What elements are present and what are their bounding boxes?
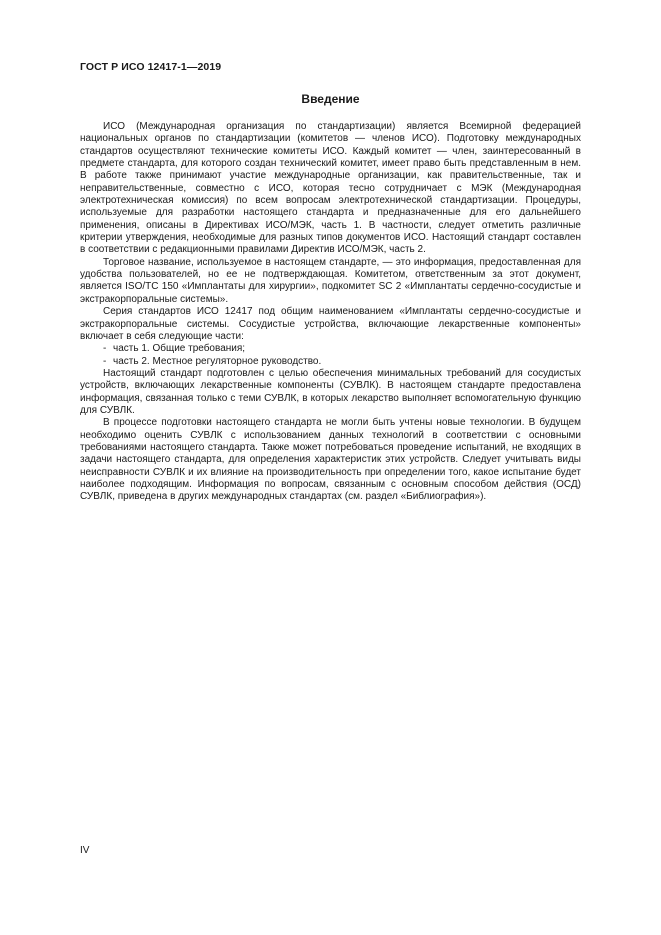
paragraph: ИСО (Международная организация по стандартизации) является Всемирной федерацией национальных органов по стандартизации (комитетов — членов ИСО). Подготовку международных стандартов осуществляют технические комитеты ИСО. Каждый комитет — член, заинтересованный в предмете стандарта, для которого создан технический комитет, имеет право быть представленным в нем. В работе также принимают участие международные организации, как правительственные, так и неправительственные, совместно с ИСО, которая тесно сотрудничает с МЭК (Международная электротехническая комиссия) по всем вопросам электротехнической стандартизации. Процедуры, используемые для разработки настоящего стандарта и предназначенные для его дальнейшего применения, описаны в Директивах ИСО/МЭК, часть 1. В частности, следует отметить различные критерии утверждения, необходимые для разных типов документов ИСО. Настоящий стандарт составлен в соответствии с редакционными правилами Директив ИСО/МЭК, часть 2. [80,121,581,256]
paragraph: Серия стандартов ИСО 12417 под общим наименованием «Имплантаты сердечно-сосудистые и экстракорпоральные системы. Сосудистые устройства, включающие лекарственные компоненты» включает в себя следующие части: [80,306,581,342]
list-marker: - [103,343,107,355]
list-marker: - [103,355,107,367]
list-item [80,343,581,355]
section-body [80,121,581,504]
document-code: ГОСТ Р ИСО 12417-1—2019 [80,61,222,73]
section-title: Введение [301,92,360,106]
list-item-text: часть 2. Местное регуляторное руководство. [113,355,322,367]
parts-list [80,343,581,368]
page-number: IV [80,845,90,856]
paragraph: В процессе подготовки настоящего стандарта не могли быть учтены новые технологии. В будущем необходимо оценить СУВЛК с использованием данных технологий в соответствии с основными требованиями настоящего стандарта. Также может потребоваться проведение испытаний, не входящих в задачи настоящего стандарта, для определения характеристик этих устройств. Следует учитывать виды неисправности СУВЛК и их влияние на производительность при определении того, какое испытание будет наиболее подходящим. Информация по вопросам, связанным с основным способом действия (ОСД) СУВЛК, приведена в других международных стандартах (см. раздел «Библиография»). [80,417,581,503]
paragraph: Торговое название, используемое в настоящем стандарте, — это информация, предоставленная для удобства пользователей, но ее не подтверждающая. Комитетом, ответственным за этот документ, является ISO/TC 150 «Имплантаты для хирургии», подкомитет SC 2 «Имплантаты сердечно-сосудистые и экстракорпоральные системы». [80,256,581,305]
paragraph: Настоящий стандарт подготовлен с целью обеспечения минимальных требований для сосудистых устройств, включающих лекарственные компоненты (СУВЛК). В настоящем стандарте предоставлена информация, связанная только с теми СУВЛК, в которых лекарство выполняет вспомогательную функцию для СУВЛК. [80,367,581,416]
list-item-text: часть 1. Общие требования; [113,343,246,355]
list-item [80,356,581,368]
